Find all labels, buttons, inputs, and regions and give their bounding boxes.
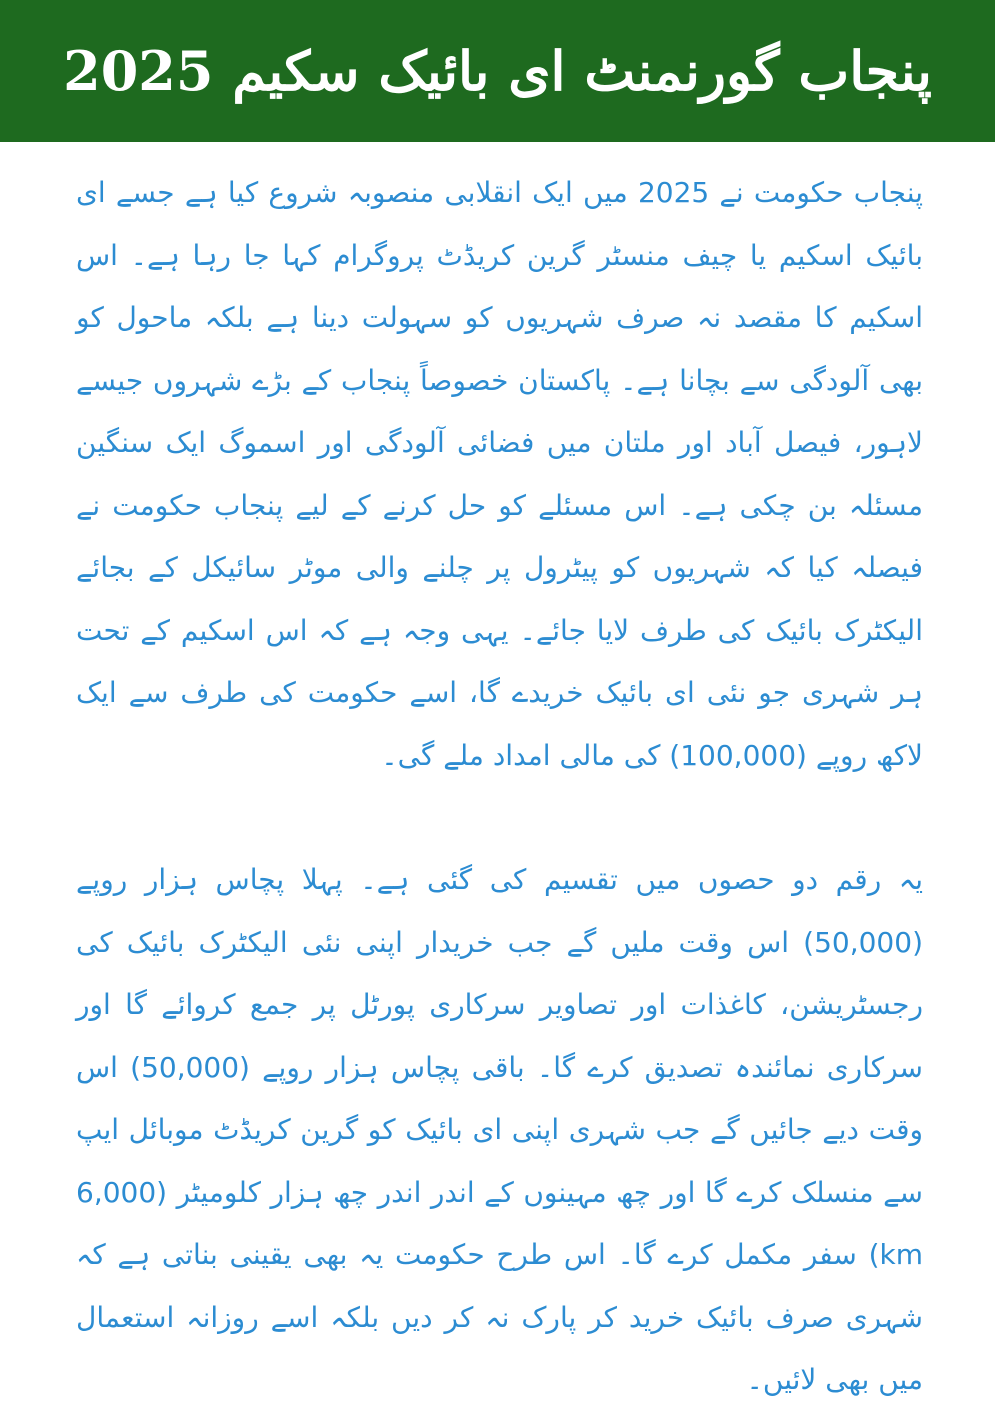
- page-title: پنجاب گورنمنٹ ای بائیک سکیم 2025: [63, 39, 932, 103]
- paragraph-spacer: [76, 787, 923, 849]
- article-body: [0, 142, 995, 1412]
- title-banner: [0, 0, 995, 142]
- paragraph-payment-details: یہ رقم دو حصوں میں تقسیم کی گئی ہے۔ پہلا پچاس ہزار روپے (50,000) اس وقت ملیں گے جب خریدار اپنی نئی الیکٹرک بائیک کی رجسٹریشن، کاغذات اور تصاویر سرکاری پورٹل پر جمع کروائے گا اور سرکاری نمائندہ تصدیق کرے گا۔ باقی پچاس ہزار روپے (50,000) اس وقت دیے جائیں گے جب شہری اپنی ای بائیک کو گرین کریڈٹ موبائل ایپ سے منسلک کرے گا اور چھ مہینوں کے اندر اندر چھ ہزار کلومیٹر (6,000 km) سفر مکمل کرے گا۔ اس طرح حکومت یہ بھی یقینی بناتی ہے کہ شہری صرف بائیک خرید کر پارک نہ کر دیں بلکہ اسے روزانہ استعمال میں بھی لائیں۔: [76, 863, 923, 1396]
- paragraph-intro: پنجاب حکومت نے 2025 میں ایک انقلابی منصوبہ شروع کیا ہے جسے ای بائیک اسکیم یا چیف منسٹر گرین کریڈٹ پروگرام کہا جا رہا ہے۔ اس اسکیم کا مقصد نہ صرف شہریوں کو سہولت دینا ہے بلکہ ماحول کو بھی آلودگی سے بچانا ہے۔ پاکستان خصوصاً پنجاب کے بڑے شہروں جیسے لاہور، فیصل آباد اور ملتان میں فضائی آلودگی اور اسموگ ایک سنگین مسئلہ بن چکی ہے۔ اس مسئلے کو حل کرنے کے لیے پنجاب حکومت نے فیصلہ کیا کہ شہریوں کو پیٹرول پر چلنے والی موٹر سائیکل کے بجائے الیکٹرک بائیک کی طرف لایا جائے۔ یہی وجہ ہے کہ اس اسکیم کے تحت ہر شہری جو نئی ای بائیک خریدے گا، اسے حکومت کی طرف سے ایک لاکھ روپے (100,000) کی مالی امداد ملے گی۔: [76, 176, 923, 772]
